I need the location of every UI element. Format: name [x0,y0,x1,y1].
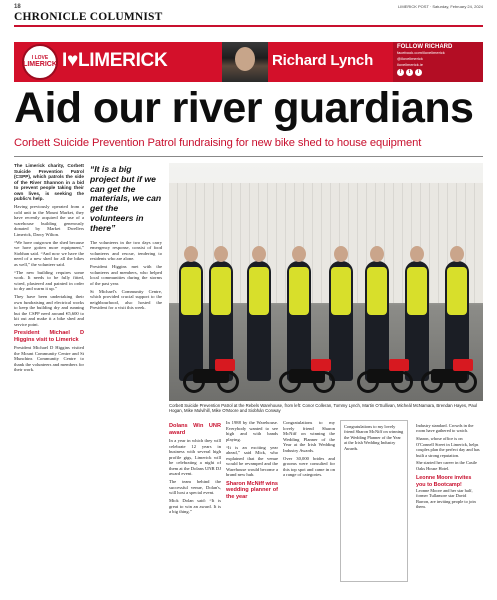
article-paragraph: They have been undertaking their own fundraising and electrical works to keep the building dry and running but the CSPP need around €5,600 to kit out and make it a bike shed and service point. [14,294,84,327]
subhead-president-visit: President Michael D Higgins visit to Limerick [14,330,84,343]
article-paragraph: “We have outgrown the shed because we have gotten more equipment,” Siobhan said. “And now we have the need of a new shed for all the bikes as well,” the volunteer said. [14,239,84,267]
i-love-limerick-logo [22,44,58,80]
article-paragraph: In a year in which they will celebrate 12 years in business with several high profile gigs, Limerick will be celebrating a night of them at the Dolans UNR DJ award event. [169,438,221,476]
patrol-bike [421,355,477,393]
follow-title: FOLLOW RICHARD [397,44,453,50]
article-lead-paragraph: The Limerick charity, Corbett Suicide Prevention Patrol (CSPP), which patrols the side of the River Shannon in a bid to prevent people taking their own lives, is seeking the public’s help. [14,163,84,201]
article-paragraph: The volunteers in the two days carry emergency response, consist of food volunteers and rescue, tendering to residents who are alone. [90,239,162,262]
instagram-icon[interactable]: i [415,69,422,76]
article-paragraph: President Michael D Higgins visited the Mount Community Centre and St Munchins Community Centre to thank the volunteers and members for their work. [14,345,84,372]
patrol-bike [357,355,413,393]
subhead-dolans-award: Dolans Win UNR award [169,423,221,436]
article-paragraph: President Higgins met with the volunteers and members, who helped local communities during the storms of the past year. [90,264,162,286]
lower-column-2 [226,420,278,586]
article-headline: Aid our river guardians [14,84,474,132]
article-paragraph: Over 30,000 brides and grooms were consulted for this top spot and came in on a range of categories. [283,455,335,477]
article-paragraph: St Michael's Community Centre, which provided crucial support to the neighbourhood, also hosted the President for a visit this week. [90,288,162,311]
pull-quote [90,165,162,234]
follow-website[interactable]: ilovelimerick.ie [397,62,424,67]
facebook-icon[interactable]: f [397,69,404,76]
article-paragraph: She started her career in the Castle Oaks House Hotel. [416,460,477,471]
article-paragraph: Mick Dolan said: “It is great to win an award. It is a big thing.” [169,498,221,514]
follow-twitter[interactable]: @ilovelimerick [397,56,423,61]
columnist-name: Richard Lynch [272,52,374,69]
article-column-2 [90,163,162,415]
volunteers-photo [169,163,483,401]
page-number: 18 [14,4,21,10]
article-paragraph: Congratulations to my lovely friend Sharon McNiff on winning the Wedding Planner of the Year at the Irish Wedding Industry Awards. [344,424,404,451]
follow-box [393,42,483,82]
subhead-sharon-mcniff: Sharon McNiff wins wedding planner of the year [226,480,278,500]
lower-column-3 [283,420,335,586]
subhead-bootcamp: Leonne Moore invites you to Bootcamp! [416,475,472,488]
section-title: CHRONICLE COLUMNIST [14,11,163,23]
volunteer-figure [247,261,271,381]
logo-main-text: LIMERICK [23,61,57,68]
social-icons [397,69,479,76]
patrol-bike [279,355,335,393]
publication-dateline: LIMERICK POST · Saturday, February 24, 2024 [398,4,483,9]
logo-top-text: I LOVE [31,55,49,61]
article-paragraph: “The new building requires some work. It needs to be fully fitted, wired, plastered and painted in order to dry and warm it up.” [14,269,84,291]
twitter-icon[interactable]: t [406,69,413,76]
article-paragraph: Sharon, whose office is on O'Connell Street in Limerick, helps couples plan the perfect day and has built a strong reputation. [416,436,480,458]
article-paragraph: Congratulations to my lovely friend Sharon McNiff on winning the Wedding Planner of the Year at the Irish Wedding Industry Awards. [283,420,335,453]
pull-quote-text: “It is a big project but if we can get the materials, we can get the volunteers in there” [90,164,162,233]
article-column-1 [14,163,84,415]
follow-facebook[interactable]: facebook.com/ilovelimerick [397,50,445,55]
columnist-portrait [222,42,268,82]
brand-wordmark: I♥LIMERICK [62,50,168,71]
article-paragraph: Leonne Moore and her star half, former Tullamore star David Barron, are inviting people to join them. [416,488,476,510]
article-paragraph: The team behind the successful venue, Dolan's, will host a special event. [169,479,221,495]
page-topline [14,4,483,10]
patrol-bike [183,355,239,393]
article-standfirst: Corbett Suicide Prevention Patrol fundraising for new bike shed to house equipment [14,137,422,149]
article-paragraph: Having previously operated from a cold unit in the Mount Market, they have recently acquired the use of a warehouse building generously donated by Market Dwellers Limerick, Darcy Wilton. [14,204,84,237]
headline-rule [14,156,483,157]
section-rule [14,25,483,27]
article-paragraph: Industry standard. Crowds in the room have gathered to watch. [416,423,474,434]
lower-column-4 [340,420,408,582]
columnist-banner [14,42,483,82]
right-column [413,420,483,582]
photo-caption: Corbett Suicide Prevention Patrol at the Rebels Warehouse, from left: Conor Colleran, Tommy Lynch, Martin O'Sullivan, Micheál McNamara, Brendan Hayes, Paul Hogan, Mike Mulvihill, Mike O'Moore and Siobhán Conway [169,403,478,414]
article-paragraph: “It is an exciting year ahead,” said Mick, who explained that the venue would be revamped and the Warehouse would become a brand new hub. [226,444,278,477]
lower-column-1 [169,420,221,586]
article-paragraph: In 1988 by the Warehouse. Everybody wanted to see high and with bands playing. [226,420,278,442]
